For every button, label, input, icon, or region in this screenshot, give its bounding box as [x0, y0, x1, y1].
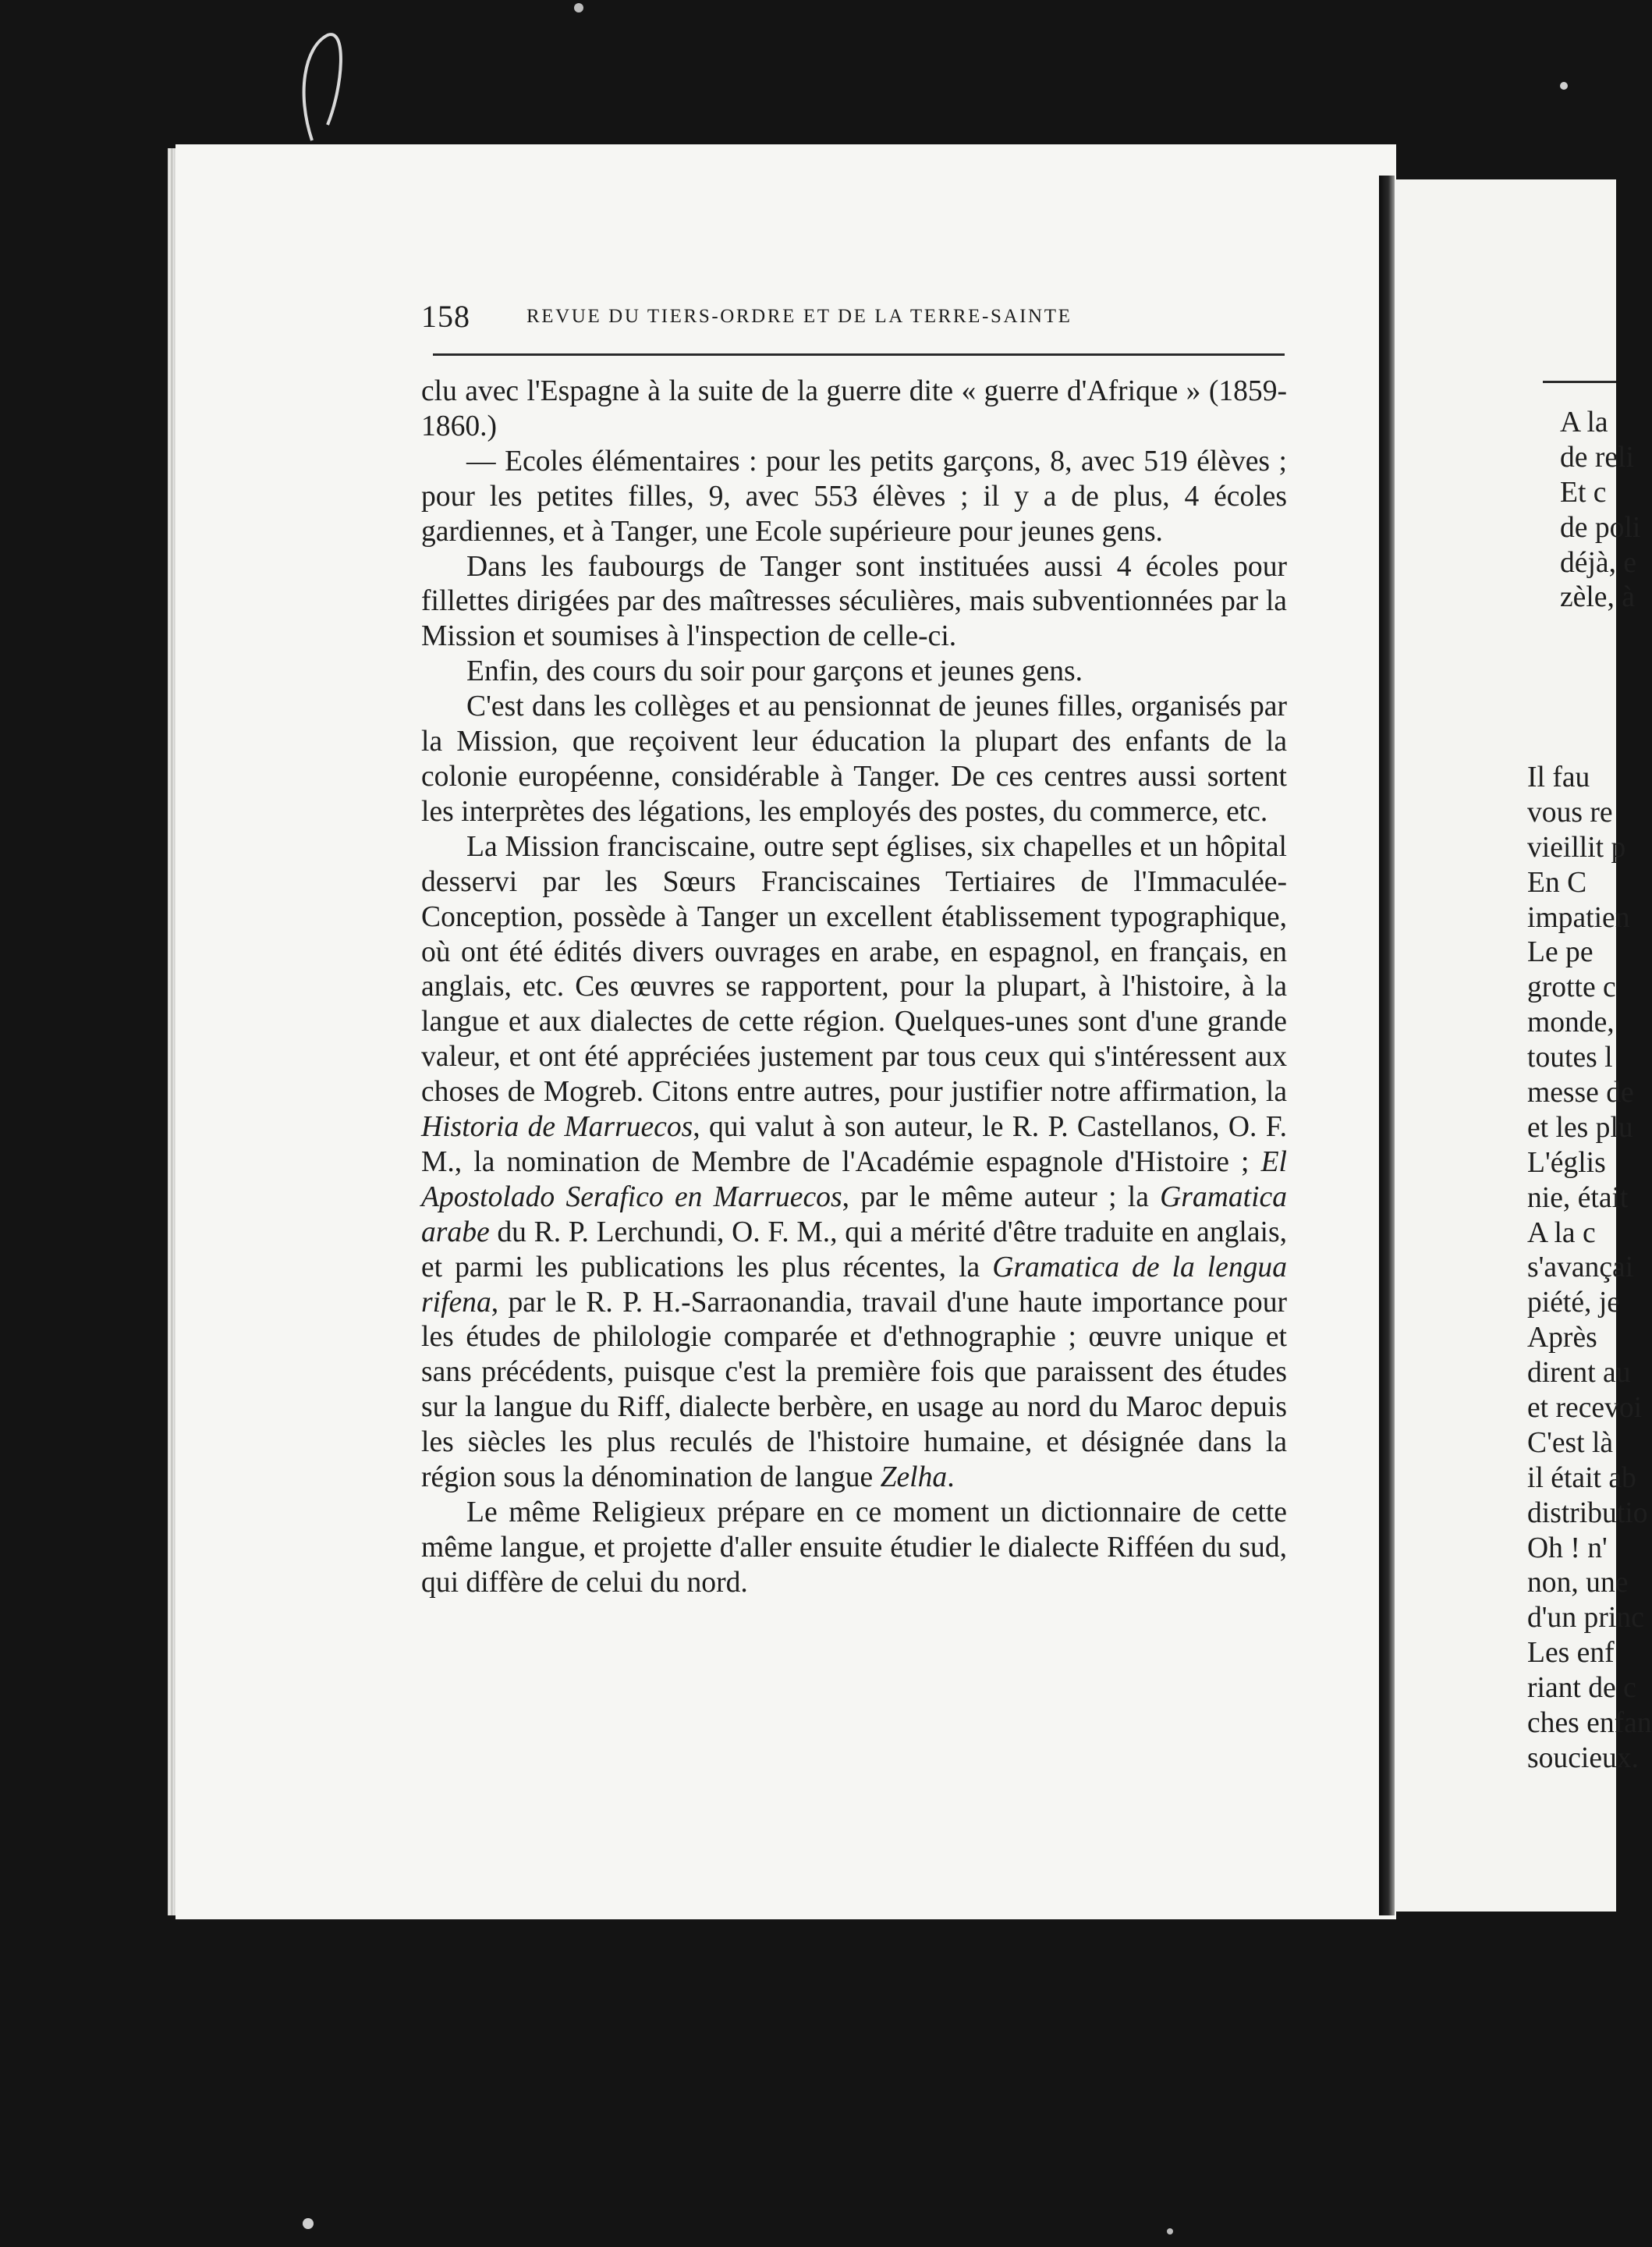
right-page-line: grotte c	[1527, 971, 1616, 1004]
right-page-line: Oh ! n'	[1527, 1532, 1608, 1564]
right-page-line: impatien	[1527, 901, 1630, 934]
right-page-line: vous re	[1527, 796, 1613, 829]
right-page-line: de reli	[1560, 441, 1634, 474]
text-run: , par le même auteur ; la	[842, 1180, 1161, 1213]
paragraph	[421, 690, 1287, 830]
right-page-text-block-1	[1560, 406, 1640, 616]
right-page-line: ches enfan	[1527, 1707, 1652, 1740]
dust-speck	[303, 2218, 314, 2229]
dust-speck	[574, 3, 583, 12]
right-page-line: et recevoi	[1527, 1392, 1643, 1425]
text-run: Enfin, des cours du soir pour garçons et jeunes gens.	[466, 655, 1083, 688]
right-page-line: A la	[1560, 406, 1608, 438]
right-page-line: nie, était	[1527, 1181, 1629, 1214]
right-page-line: Il fau	[1527, 761, 1590, 793]
text-run: .	[947, 1461, 955, 1494]
right-page-text-block-2	[1527, 761, 1652, 1777]
paragraph	[421, 550, 1287, 655]
paragraph	[421, 445, 1287, 550]
right-page-line: A la c	[1527, 1216, 1596, 1249]
right-page-line: Après	[1527, 1322, 1597, 1354]
text-run: clu avec l'Espagne à la suite de la guerre dite « guerre d'Afrique » (1859-1860.)	[421, 375, 1287, 442]
body-text	[421, 374, 1287, 1601]
italic-title: El Apostolado Serafico en Marruecos	[421, 1145, 1287, 1213]
right-page-header-rule	[1543, 381, 1616, 383]
right-page-line: déjà, e	[1560, 546, 1637, 579]
right-page-line: dirent au	[1527, 1357, 1631, 1390]
paragraph	[421, 374, 1287, 445]
right-page-line: riant de c	[1527, 1672, 1636, 1705]
text-run: Le même Religieux prépare en ce moment un dictionnaire de cette même langue, et projette d'aller ensuite étudier le dialecte Rifféen du sud, qui diffère de celui du nord.	[421, 1496, 1287, 1599]
paragraph	[421, 655, 1287, 690]
text-run: du R. P. Lerchundi, O. F. M., qui a mérité d'être traduite en anglais, et parmi les publications les plus récentes, la	[421, 1216, 1287, 1283]
right-page-line: il était ab	[1527, 1461, 1636, 1494]
page-header	[421, 298, 1283, 345]
right-page-line: monde,	[1527, 1006, 1615, 1039]
right-page-line: d'un princ	[1527, 1602, 1644, 1635]
running-title: REVUE DU TIERS-ORDRE ET DE LA TERRE-SAINTE	[526, 306, 1072, 327]
text-run: , qui valut à son auteur, le R. P. Castellanos, O. F. M., la nomination de Membre de l'Académie espagnole d'Histoire ;	[421, 1111, 1287, 1178]
right-page-line: zèle, à	[1560, 581, 1635, 614]
right-page-line: non, une	[1527, 1567, 1629, 1599]
dust-speck	[1560, 82, 1568, 90]
right-page-line: L'églis	[1527, 1146, 1606, 1179]
paragraph	[421, 830, 1287, 1496]
paragraph	[421, 1496, 1287, 1601]
right-page-line: messe de	[1527, 1077, 1634, 1109]
text-run: , par le R. P. H.-Sarraonandia, travail d'une haute importance pour les études de philologie comparée et d'ethnographie ; œuvre unique et sans précédents, puisque c'est la première fois que paraissent des études sur la langue du Riff, dialecte berbère, en usage au nord du Maroc depuis les siècles les plus reculés de l'histoire humaine, et désignée dans la région sous la dénomination de langue	[421, 1286, 1287, 1494]
right-page-line: piété, je	[1527, 1287, 1620, 1319]
right-page-line: s'avançai	[1527, 1251, 1634, 1284]
right-page-line: Le pe	[1527, 936, 1594, 969]
right-page-line: C'est là	[1527, 1426, 1614, 1459]
right-page-line: Les enf	[1527, 1637, 1615, 1670]
right-page-line: En C	[1527, 866, 1587, 899]
italic-title: Gramatica de la lengua rifena	[421, 1251, 1288, 1319]
paper-clip-mark	[304, 34, 341, 140]
right-page-line: distributio	[1527, 1496, 1648, 1529]
right-page-line: de poli	[1560, 511, 1641, 544]
header-rule	[433, 353, 1285, 356]
page-number: 158	[421, 299, 470, 334]
right-page-line: Et c	[1560, 476, 1607, 509]
right-page-line: et les plu	[1527, 1111, 1633, 1144]
text-run: La Mission franciscaine, outre sept églises, six chapelles et un hôpital desservi par les Sœurs Franciscaines Tertiaires de l'Immaculée-Conception, possède à Tanger un excellent établissement typographique, où ont été édités divers ouvrages en arabe, en espagnol, en français, en anglais, etc. Ces œuvres se rapportent, pour la plupart, à l'histoire, à la langue et aux dialectes de cette région. Quelques-unes sont d'une grande valeur, et ont été appréciées justement par tous ceux qui s'intéressent aux choses de Mogreb. Citons entre autres, pour justifier notre affirmation, la	[421, 830, 1287, 1109]
book-gutter	[1379, 176, 1395, 1915]
right-page-line: soucieux.	[1527, 1741, 1639, 1774]
right-page-line: toutes l	[1527, 1042, 1613, 1074]
text-run: — Ecoles élémentaires : pour les petits garçons, 8, avec 519 élèves ; pour les petites filles, 9, avec 553 élèves ; il y a de plus, 4 écoles gardiennes, et à Tanger, une Ecole supérieure pour jeunes gens.	[421, 445, 1287, 548]
italic-title: Historia de Marruecos	[421, 1111, 693, 1144]
italic-title: Gramatica arabe	[421, 1180, 1287, 1248]
right-page-line: vieillit p	[1527, 831, 1626, 864]
text-run: Dans les faubourgs de Tanger sont instituées aussi 4 écoles pour fillettes dirigées par des maîtresses séculières, mais subventionnées par la Mission et soumises à l'inspection de celle-ci.	[421, 550, 1287, 653]
text-run: C'est dans les collèges et au pensionnat de jeunes filles, organisés par la Mission, que reçoivent leur éducation la plupart des enfants de la colonie européenne, considérable à Tanger. De ces centres aussi sortent les interprètes des légations, les employés des postes, du commerce, etc.	[421, 690, 1287, 828]
dust-speck	[1167, 2228, 1173, 2235]
italic-title: Zelha	[880, 1461, 948, 1494]
